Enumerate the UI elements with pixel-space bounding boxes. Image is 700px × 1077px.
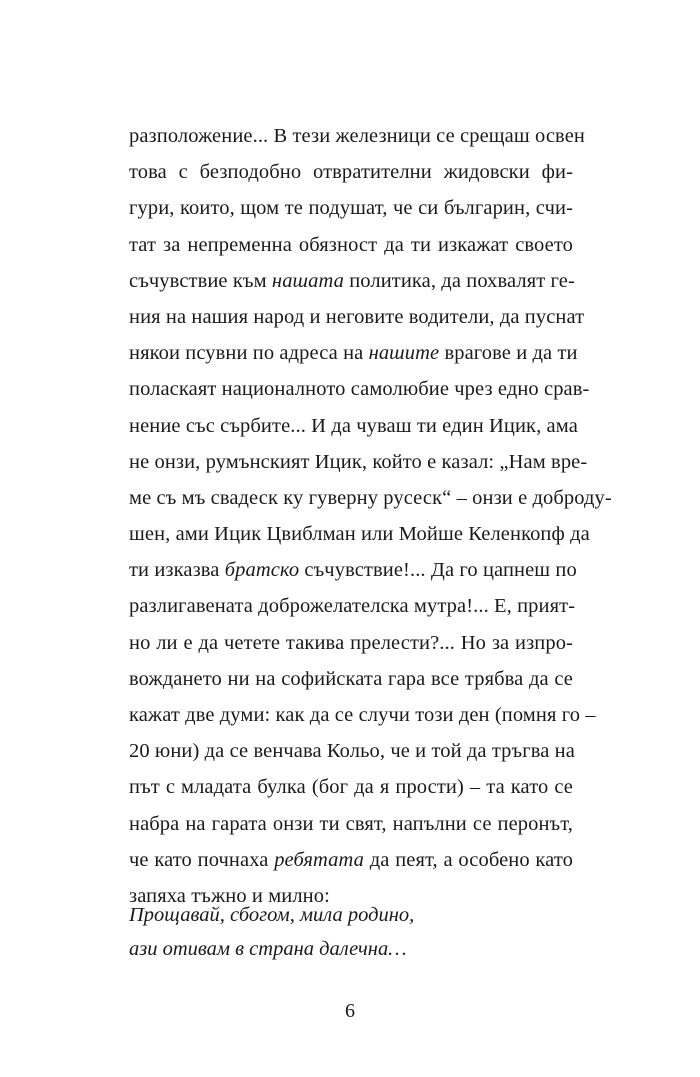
text-line <box>129 842 573 878</box>
text-line <box>129 227 573 263</box>
text-line <box>129 769 573 805</box>
text-run: вождането ни на софийската гара все трябва да се <box>129 667 573 690</box>
text-run: разлигавената доброжелателска мутра!... Е, прият- <box>129 595 576 618</box>
text-run: но ли е да четете такива прелести?... Но за изпро- <box>129 631 573 654</box>
text-run: съчувствие!... Да го цапнеш по <box>299 559 577 582</box>
text-run: политика, да похвалят ге- <box>343 269 575 292</box>
italic-emphasis: нашата <box>271 269 344 292</box>
text-run: набра на гарата онзи ти свят, напълни се перонът, <box>129 812 573 835</box>
text-line <box>129 588 576 624</box>
text-line <box>129 733 573 769</box>
text-line <box>129 335 578 371</box>
text-run: 20 юни) да се венчава Кольо, че и той да тръгва на <box>129 740 575 763</box>
body-paragraph <box>129 118 612 914</box>
text-run: ти изказва <box>129 559 225 582</box>
text-run: че като почнаха <box>129 848 275 871</box>
verse-line: Прощавай, сбогом, мила родино, <box>129 904 415 926</box>
text-run: не онзи, румънският Ицик, който е казал: „Нам вре- <box>129 450 588 473</box>
text-line <box>129 118 585 154</box>
text-line <box>129 263 573 299</box>
text-line <box>129 625 573 661</box>
text-line <box>129 408 578 444</box>
text-run: ме съ мъ свадеск ку гуверну русеск“ – онзи е добродy- <box>129 486 612 509</box>
text-run: път с младата булка (бог да я прости) – та като се <box>129 776 573 799</box>
italic-emphasis: ребятата <box>274 848 365 871</box>
page-number: 6 <box>345 1000 355 1022</box>
text-run: гури, които, щом те подушат, че си българин, счи- <box>129 197 573 220</box>
text-run: разположение... В тези железници се срещаш освен <box>129 125 585 147</box>
text-line <box>129 371 590 407</box>
text-line <box>129 190 573 226</box>
text-run: врагове и да ти <box>439 342 578 365</box>
italic-emphasis: нашите <box>368 342 440 365</box>
text-line <box>129 552 577 588</box>
text-run: запяха тъжно и милно: <box>129 884 330 907</box>
text-line <box>129 806 573 842</box>
italic-emphasis: братско <box>224 559 300 582</box>
verse-quote <box>129 898 573 966</box>
text-run: това с безподобно отвратителни жидовски фи- <box>129 161 573 184</box>
text-run: кажат две думи: как да се случи този ден (помня го – <box>129 704 596 726</box>
verse-line: ази отивам в страна далечна… <box>129 938 407 960</box>
text-run: нение със сърбите... И да чуваш ти един Ицик, ама <box>129 414 578 437</box>
text-run: тат за непременна обязност да ти изкажат своето <box>129 233 573 256</box>
text-line <box>129 661 573 697</box>
text-line <box>129 697 596 733</box>
text-run: ния на нашия народ и неговите водители, да пуснат <box>129 305 585 328</box>
text-run: шен, ами Ицик Цвиблман или Мойше Келенкопф да <box>129 523 590 546</box>
text-run: поласкаят националното самолюбие чрез едно срав- <box>129 378 590 401</box>
text-run: съчувствие към <box>129 269 272 292</box>
text-line <box>129 480 612 516</box>
text-run: да пеят, а особено като <box>364 848 573 871</box>
text-line <box>129 516 590 552</box>
text-line <box>129 444 588 480</box>
text-line <box>129 154 573 190</box>
text-run: някои псувни по адреса на <box>129 342 369 365</box>
text-line <box>129 299 585 335</box>
